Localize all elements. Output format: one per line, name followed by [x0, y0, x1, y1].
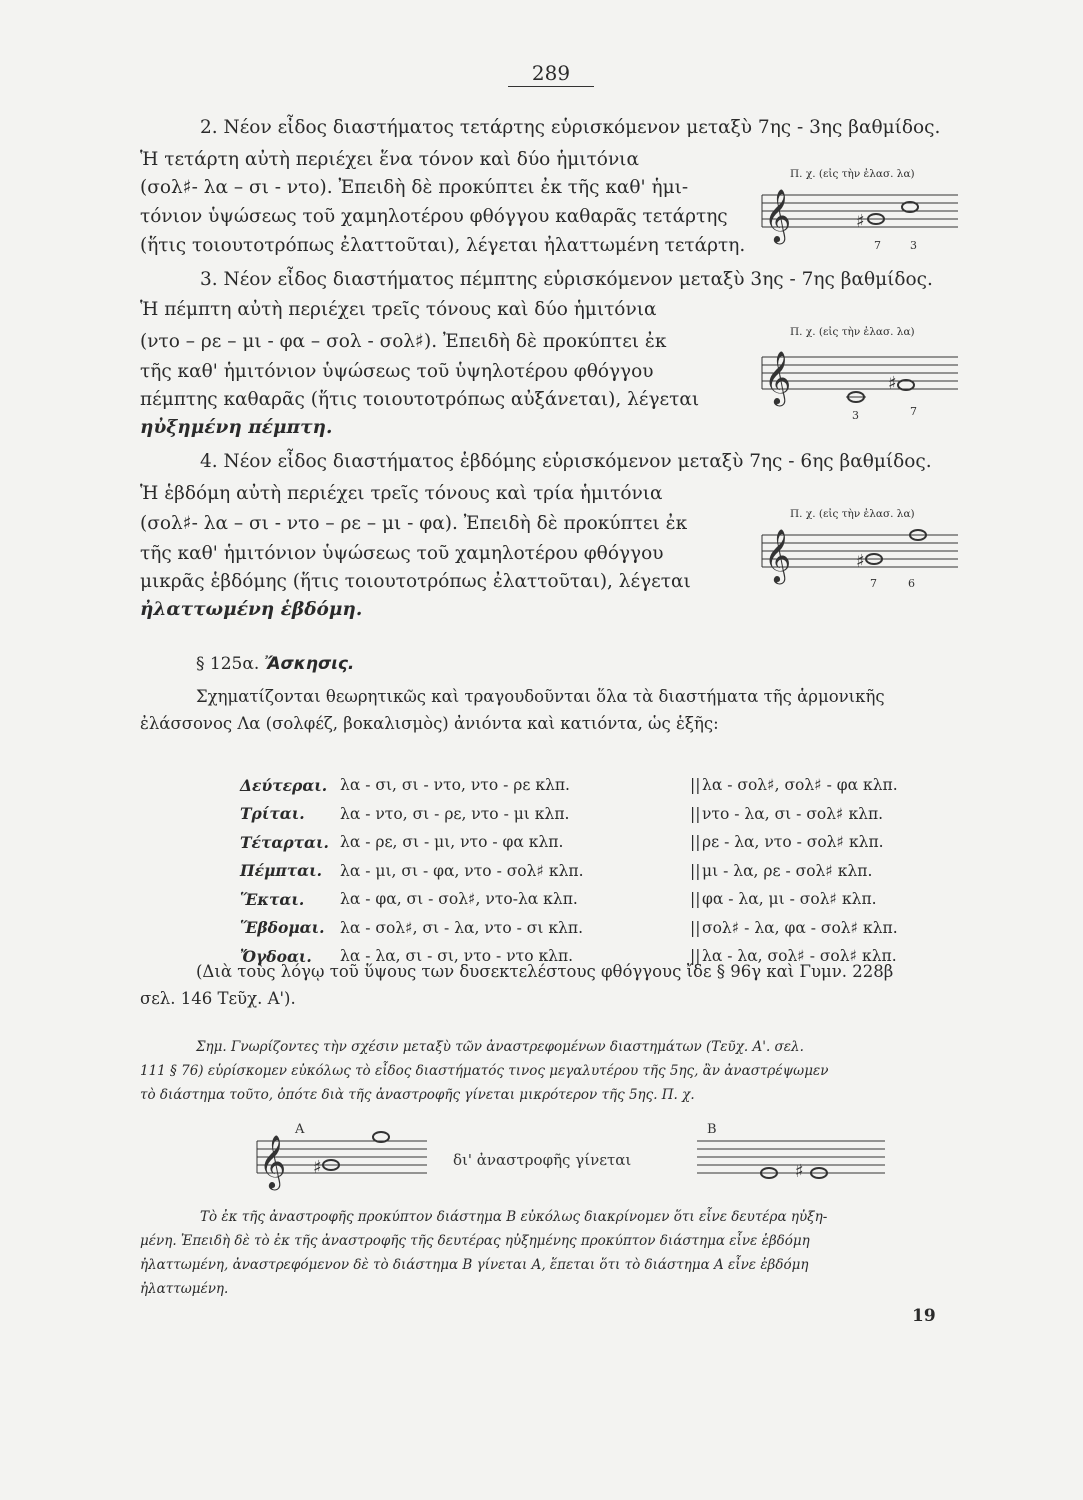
note-line: (Διὰ τοὺς λόγῳ τοῦ ὕψους των δυσεκτελέστους φθόγγους ἴδε § 96γ καὶ Γυμν. 228β — [196, 962, 894, 981]
example-label: Π. χ. (εἰς τὴν ἐλασ. λα) — [790, 168, 915, 180]
para-line: τῆς καθ' ἡμιτόνιον ὑψώσεως τοῦ ὑψηλοτέρου φθόγγου — [140, 361, 654, 382]
exercise-label: Πέμπται. — [240, 861, 323, 881]
para-line: (σολ♯- λα – σι - ντο – ρε – μι - φα). Ἐπειδὴ δὲ προκύπτει ἐκ — [140, 513, 688, 534]
degree-label: 6 — [908, 577, 915, 590]
separator: || — [690, 861, 701, 880]
closing-line: ἠλαττωμένη, ἀναστρεφόμενον δὲ τὸ διάστημα Β γίνεται Α, ἕπεται ὅτι τὸ διάστημα Α εἶνε ἑβδόμη — [140, 1257, 809, 1273]
para-line: μικρᾶς ἑβδόμης (ἥτις τοιουτοτρόπως ἐλαττοῦται), λέγεται — [140, 571, 691, 592]
exercise-row — [240, 771, 898, 800]
closing-line: ἠλαττωμένη. — [140, 1281, 229, 1297]
svg-text:𝄞: 𝄞 — [764, 188, 792, 242]
descending-sequence: μι - λα, ρε - σολ♯ κλπ. — [702, 861, 873, 880]
example-label: Π. χ. (εἰς τὴν ἐλασ. λα) — [790, 508, 915, 520]
para-line: 2. Νέον εἶδος διαστήματος τετάρτης εὑρισκόμενον μεταξὺ 7ης - 3ης βαθμίδος. — [200, 117, 941, 138]
ascending-sequence: λα - ντο, σι - ρε, ντο - μι κλπ. — [340, 804, 570, 823]
inversion-text: δι' ἀναστροφῆς γίνεται — [453, 1151, 632, 1169]
inversion-example — [255, 1115, 695, 1195]
para-line: ἠλαττωμένη ἑβδόμη. — [140, 599, 363, 620]
degree-label: 3 — [852, 409, 859, 422]
ascending-sequence: λα - σολ♯, σι - λα, ντο - σι κλπ. — [340, 918, 583, 937]
svg-text:♯: ♯ — [856, 551, 865, 572]
intro-line: Σχηματίζονται θεωρητικῶς καὶ τραγουδοῦνται ὅλα τὰ διαστήματα τῆς ἁρμονικῆς — [196, 687, 885, 706]
para-line: Ἡ τετάρτη αὐτὴ περιέχει ἕνα τόνον καὶ δύο ἡμιτόνια — [140, 149, 639, 170]
para-line: Ἡ ἑβδόμη αὐτὴ περιέχει τρεῖς τόνους καὶ τρία ἡμιτόνια — [140, 483, 663, 504]
descending-sequence: ρε - λα, ντο - σολ♯ κλπ. — [702, 833, 884, 852]
remark-line: τὸ διάστημα τοῦτο, ὁπότε διὰ τῆς ἀναστροφῆς γίνεται μικρότερον τῆς 5ης. Π. χ. — [140, 1087, 695, 1103]
exercise-row — [240, 828, 898, 857]
interval-label-a: A — [295, 1122, 305, 1137]
para-line: 3. Νέον εἶδος διαστήματος πέμπτης εὑρισκόμενον μεταξὺ 3ης - 7ης βαθμίδος. — [200, 269, 933, 290]
para-line: τόνιον ὑψώσεως τοῦ χαμηλοτέρου φθόγγου καθαρᾶς τετάρτης — [140, 206, 728, 227]
section-number: § 125α. — [196, 654, 260, 674]
section-title: Ἄσκησις. — [264, 654, 355, 674]
exercise-label: Τέταρται. — [240, 832, 329, 852]
degree-label: 3 — [910, 239, 917, 252]
interval-label-b: B — [707, 1122, 717, 1137]
para-line: Ἡ πέμπτη αὐτὴ περιέχει τρεῖς τόνους καὶ δύο ἡμιτόνια — [140, 299, 657, 320]
signature-number: 19 — [912, 1306, 936, 1326]
descending-sequence: φα - λα, μι - σολ♯ κλπ. — [702, 890, 877, 909]
descending-sequence: λα - σολ♯, σολ♯ - φα κλπ. — [702, 776, 898, 795]
descending-sequence: λα - λα, σολ♯ - σολ♯ κλπ. — [702, 947, 897, 966]
descending-sequence: σολ♯ - λα, φα - σολ♯ κλπ. — [702, 918, 898, 937]
remark-line: Σημ. Γνωρίζοντες τὴν σχέσιν μεταξὺ τῶν ἀναστρεφομένων διαστημάτων (Τεῦχ. Α'. σελ. — [196, 1039, 804, 1055]
ascending-sequence: λα - λα, σι - σι, ντο - ντο κλπ. — [340, 947, 574, 966]
exercise-label: Ἕκται. — [240, 889, 305, 909]
exercise-label: Τρίται. — [240, 804, 305, 824]
para-line: (σολ♯- λα – σι - ντο). Ἐπειδὴ δὲ προκύπτει ἐκ τῆς καθ' ἡμι- — [140, 177, 689, 198]
para-line: (ντο – ρε – μι - φα – σολ - σολ♯). Ἐπειδὴ δὲ προκύπτει ἐκ — [140, 331, 667, 352]
para-line: τῆς καθ' ἡμιτόνιον ὑψώσεως τοῦ χαμηλοτέρου φθόγγου — [140, 543, 664, 564]
para-line: ηὐξημένη πέμπτη. — [140, 417, 333, 438]
ascending-sequence: λα - ρε, σι - μι, ντο - φα κλπ. — [340, 833, 564, 852]
separator: || — [690, 918, 701, 937]
para-line: 4. Νέον εἶδος διαστήματος ἑβδόμης εὑρισκόμενον μεταξὺ 7ης - 6ης βαθμίδος. — [200, 451, 932, 472]
inversion-example-b — [695, 1115, 895, 1195]
ascending-sequence: λα - μι, σι - φα, ντο - σολ♯ κλπ. — [340, 861, 584, 880]
separator: || — [690, 776, 701, 795]
example-label: Π. χ. (εἰς τὴν ἐλασ. λα) — [790, 326, 915, 338]
staff-example-fourth — [760, 185, 960, 255]
separator: || — [690, 890, 701, 909]
exercise-label: Ὄγδοαι. — [240, 946, 312, 966]
exercise-label: Ἕβδομαι. — [240, 918, 325, 938]
svg-text:𝄞: 𝄞 — [764, 528, 792, 582]
section-heading — [196, 654, 354, 674]
svg-text:𝄞: 𝄞 — [259, 1134, 287, 1188]
svg-text:♯: ♯ — [856, 211, 865, 232]
exercise-table — [240, 771, 898, 971]
closing-line: Τὸ ἐκ τῆς ἀναστροφῆς προκύπτον διάστημα Β εὐκόλως διακρίνομεν ὅτι εἶνε δευτέρα ηὐξη- — [200, 1209, 828, 1225]
intro-line: ἐλάσσονος Λα (σολφέζ, βοκαλισμὸς) ἀνιόντα καὶ κατιόντα, ὡς ἑξῆς: — [140, 714, 719, 733]
svg-text:♯: ♯ — [888, 373, 897, 394]
remark-line: 111 § 76) εὑρίσκομεν εὐκόλως τὸ εἶδος διαστήματός τινος μεγαλυτέρου τῆς 5ης, ἂν ἀναστρέψωμεν — [140, 1063, 829, 1079]
para-line: πέμπτης καθαρᾶς (ἥτις τοιουτοτρόπως αὐξάνεται), λέγεται — [140, 389, 700, 410]
degree-label: 7 — [870, 577, 877, 590]
exercise-label: Δεύτεραι. — [240, 775, 328, 795]
exercise-row — [240, 800, 898, 829]
svg-text:𝄞: 𝄞 — [764, 350, 792, 404]
exercise-row — [240, 857, 898, 886]
para-line: (ἥτις τοιουτοτρόπως ἐλαττοῦται), λέγεται ἠλαττωμένη τετάρτη. — [140, 235, 746, 256]
closing-line: μένη. Ἐπειδὴ δὲ τὸ ἐκ τῆς ἀναστροφῆς τῆς δευτέρας ηὐξημένης προκύπτον διάστημα εἶνε ἑβδόμη — [140, 1233, 810, 1249]
separator: || — [690, 804, 701, 823]
svg-text:♯: ♯ — [795, 1161, 804, 1182]
descending-sequence: ντο - λα, σι - σολ♯ κλπ. — [702, 804, 884, 823]
degree-label: 7 — [874, 239, 881, 252]
exercise-row — [240, 914, 898, 943]
ascending-sequence: λα - φα, σι - σολ♯, ντο-λα κλπ. — [340, 890, 578, 909]
separator: || — [690, 947, 701, 966]
ascending-sequence: λα - σι, σι - ντο, ντο - ρε κλπ. — [340, 776, 570, 795]
note-line: σελ. 146 Τεῦχ. Α'). — [140, 989, 296, 1008]
staff-example-fifth — [760, 345, 960, 425]
separator: || — [690, 833, 701, 852]
svg-text:♯: ♯ — [313, 1157, 322, 1178]
page-number: 289 — [508, 60, 594, 87]
degree-label: 7 — [910, 405, 917, 418]
exercise-row — [240, 885, 898, 914]
staff-example-seventh — [760, 525, 960, 595]
